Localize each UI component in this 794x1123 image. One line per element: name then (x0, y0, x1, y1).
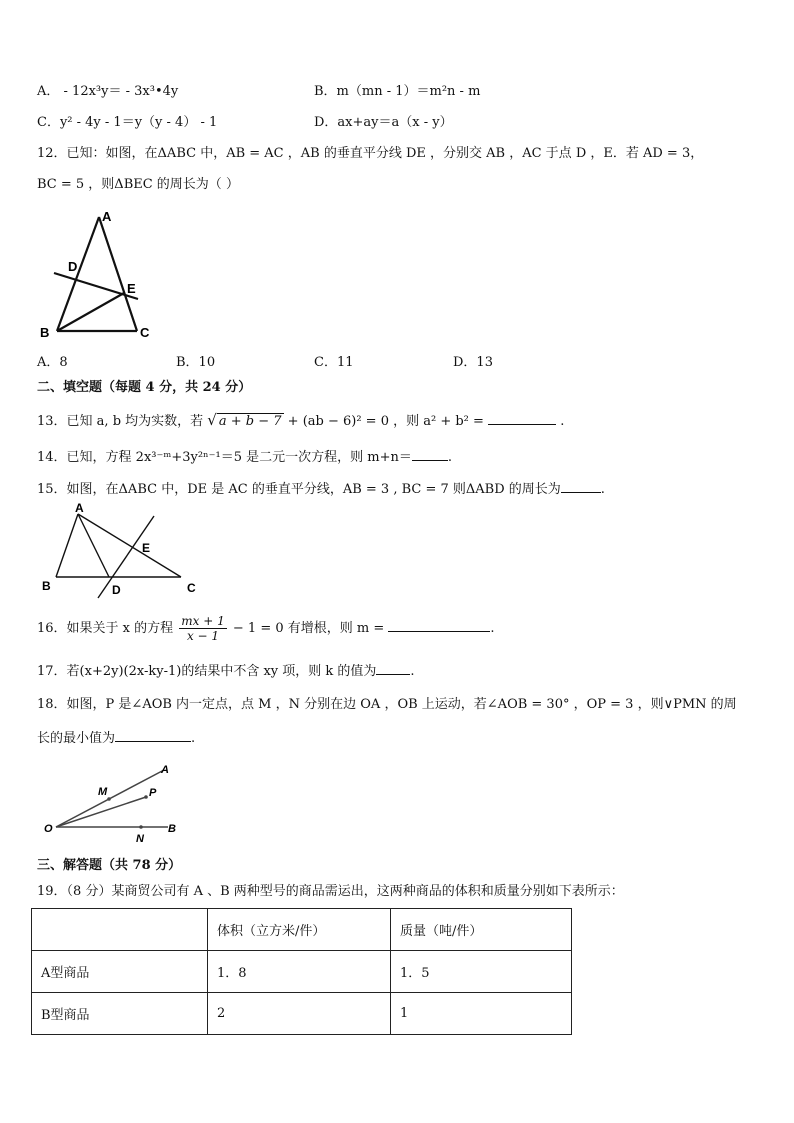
q18-label-b: B (168, 823, 176, 835)
q12-label-b: B (40, 325, 50, 340)
q17-pre: 17．若(x+2y)(2x-ky-1)的结果中不含 xy 项，则 k 的值为 (37, 664, 377, 679)
q11-option-d: D．ax+ay＝a（x - y） (314, 115, 453, 130)
table-cell: 2 (208, 993, 391, 1035)
q18-post: . (191, 731, 196, 746)
q15-side-ab (56, 514, 78, 577)
table-cell: 1．8 (208, 951, 391, 993)
q18-line2: 长的最小值为 (37, 731, 116, 746)
q15-answer-blank[interactable] (561, 480, 601, 493)
q16-mid: − 1 = 0 有增根，则 m = (232, 621, 385, 636)
q15-post: . (600, 482, 605, 497)
q14-pre: 14．已知，方程 2x³⁻ᵐ+3y²ⁿ⁻¹＝5 是二元一次方程，则 m+n＝ (37, 450, 412, 465)
q12-label-c: C (140, 325, 150, 340)
table-cell: 1．5 (391, 951, 572, 993)
q15-label-e: E (142, 541, 151, 555)
q19-table (31, 908, 572, 1035)
table-header-cell: 质量（吨/件） (391, 909, 572, 951)
q15-label-b: B (42, 579, 51, 593)
q14-stem (37, 448, 452, 466)
q17-answer-blank[interactable] (376, 662, 410, 675)
q12-stem-line2: BC = 5 ，则ΔBEC 的周长为（ ） (37, 177, 239, 192)
q14-post: . (447, 450, 453, 465)
q12-option-a: A．8 (37, 355, 68, 370)
q17-post: . (410, 664, 415, 679)
q18-label-o: O (44, 823, 53, 835)
q18-angle-figure (40, 758, 190, 846)
q16-numerator: mx + 1 (181, 614, 225, 628)
q15-stem (37, 480, 605, 498)
q12-stem-line1: 12．已知：如图，在ΔABC 中，AB = AC ，AB 的垂直平分线 DE ，分别交 AB ，AC 于点 D ，E．若 AD = 3， (37, 146, 704, 161)
q19-stem: 19．（8 分）某商贸公司有 A 、B 两种型号的商品需运出，这两种商品的体积和质量分别如下表所示： (37, 884, 624, 899)
q16-answer-blank[interactable] (388, 619, 490, 632)
table-header-row (32, 909, 572, 951)
q17-stem (37, 662, 415, 680)
q18-label-p: P (149, 787, 157, 799)
q12-line-de (54, 273, 138, 299)
table-header-cell (32, 909, 208, 951)
q18-point-n (139, 825, 143, 829)
q13-pre: 13．已知 a, b 均为实数，若 (37, 414, 204, 429)
table-row (32, 951, 572, 993)
q18-point-m (107, 797, 111, 801)
q16-fraction (179, 614, 226, 643)
q15-label-a: A (75, 501, 84, 515)
q13-post: . (560, 414, 565, 429)
q12-line-be (57, 293, 124, 331)
table-row (32, 993, 572, 1035)
q15-label-c: C (187, 581, 196, 595)
q12-label-d: D (68, 259, 78, 274)
q12-option-c: C．11 (314, 355, 354, 370)
table-header-cell: 体积（立方米/件） (208, 909, 391, 951)
q16-denominator: x − 1 (186, 629, 220, 643)
q18-ray-op (56, 797, 146, 827)
q12-label-e: E (127, 281, 136, 296)
q18-label-n: N (136, 833, 144, 845)
q12-option-d: D．13 (453, 355, 493, 370)
section-solve-title: 三、解答题（共 78 分） (37, 858, 182, 873)
q11-option-a: A． - 12x³y＝ - 3x³•4y (37, 84, 179, 99)
table-cell: A型商品 (32, 951, 208, 993)
q16-stem (37, 614, 495, 644)
q11-option-b: B．m（mn - 1）＝m²n - m (314, 84, 481, 99)
q15-label-d: D (112, 583, 121, 597)
q15-triangle-figure (38, 498, 208, 602)
q15-line-de (98, 516, 154, 598)
q18-stem-line1: 18．如图，P 是∠AOB 内一定点，点 M ，N 分别在边 OA ，OB 上运动，若∠AOB = 30° ，OP = 3 ，则∨PMN 的周 (37, 697, 737, 712)
q12-side-ab (57, 217, 99, 331)
q18-answer-blank[interactable] (115, 729, 191, 742)
q16-post: . (490, 621, 495, 636)
q16-pre: 16．如果关于 x 的方程 (37, 621, 174, 636)
table-cell: B型商品 (32, 993, 208, 1035)
q13-answer-blank[interactable] (488, 412, 556, 425)
q14-answer-blank[interactable] (412, 448, 448, 461)
q18-label-m: M (98, 786, 108, 798)
q12-label-a: A (102, 209, 112, 224)
q13-mid: + (ab − 6)² = 0 ，则 a² + b² = (287, 414, 484, 429)
q18-label-a: A (161, 764, 169, 776)
q18-stem-line2 (37, 729, 195, 747)
q13-radicand: a + b − 7 (218, 414, 282, 429)
section-fill-in-title: 二、填空题（每题 4 分，共 24 分） (37, 380, 252, 395)
q12-triangle-figure (30, 205, 160, 340)
q15-text: 15．如图，在ΔABC 中，DE 是 AC 的垂直平分线，AB = 3 , BC = 7 则ΔABD 的周长为 (37, 482, 561, 497)
q11-option-c: C．y² - 4y - 1＝y（y - 4） - 1 (37, 115, 218, 130)
q12-side-ac (99, 217, 137, 331)
table-cell: 1 (391, 993, 572, 1035)
q13-stem: 13．已知 a, b 均为实数，若 √ a + b − 7 + (ab − 6)² = 0 ，则 a² + b² = . (37, 411, 565, 429)
q12-option-b: B．10 (176, 355, 216, 370)
q18-point-p (144, 795, 148, 799)
